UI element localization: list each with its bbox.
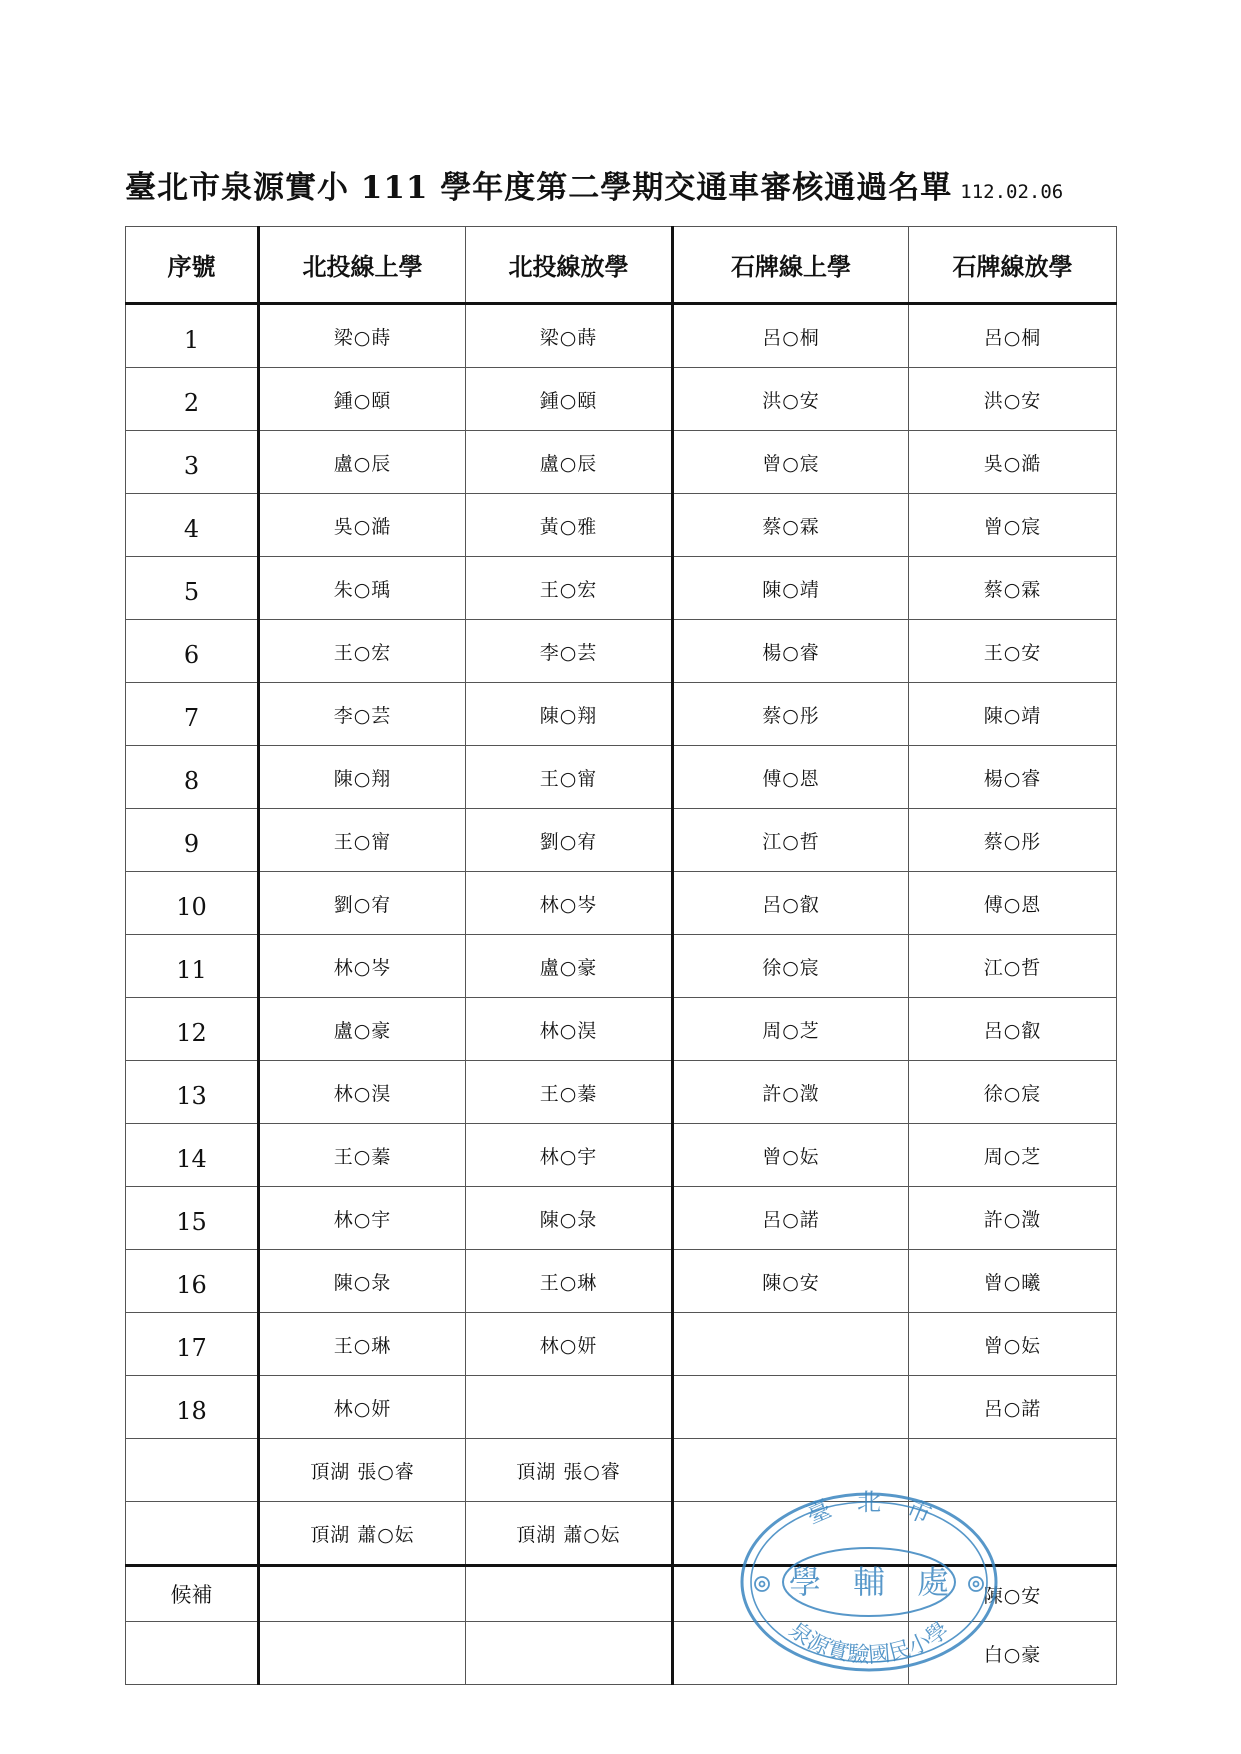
student-name-beitou-morning: 吳○澔 — [259, 494, 466, 557]
seal-top-text: 臺 北 市 — [802, 1488, 936, 1530]
student-name-beitou-afternoon — [466, 1376, 673, 1439]
row-seq-cell: 9 — [126, 809, 259, 872]
row-seq-cell: 16 — [126, 1250, 259, 1313]
table-row — [126, 620, 1117, 683]
row-seq-cell: 17 — [126, 1313, 259, 1376]
student-name-beitou-morning — [259, 1622, 466, 1685]
row-seq-cell: 8 — [126, 746, 259, 809]
student-name-beitou-afternoon — [466, 1566, 673, 1622]
student-name-shipai-afternoon: 吳○澔 — [909, 431, 1117, 494]
student-name-shipai-morning: 許○澂 — [673, 1061, 909, 1124]
student-name-beitou-morning: 陳○翔 — [259, 746, 466, 809]
student-name-beitou-afternoon: 林○淏 — [466, 998, 673, 1061]
student-name-beitou-afternoon: 盧○豪 — [466, 935, 673, 998]
student-name-beitou-afternoon: 黃○雅 — [466, 494, 673, 557]
student-name-shipai-afternoon: 呂○桐 — [909, 304, 1117, 368]
student-name-shipai-afternoon: 許○澂 — [909, 1187, 1117, 1250]
student-name-beitou-morning: 梁○蒔 — [259, 304, 466, 368]
table-row — [126, 1313, 1117, 1376]
student-name-beitou-morning: 林○淏 — [259, 1061, 466, 1124]
row-seq-cell: 10 — [126, 872, 259, 935]
row-seq-cell — [126, 1622, 259, 1685]
student-name-beitou-morning: 林○妍 — [259, 1376, 466, 1439]
student-name-shipai-morning: 呂○叡 — [673, 872, 909, 935]
col-header-shipai-afternoon: 石牌線放學 — [909, 227, 1117, 304]
student-name-shipai-afternoon: 蔡○彤 — [909, 809, 1117, 872]
student-name-beitou-afternoon: 鍾○頤 — [466, 368, 673, 431]
table-row — [126, 935, 1117, 998]
student-name-beitou-morning: 王○蓁 — [259, 1124, 466, 1187]
student-name-shipai-morning: 曾○宸 — [673, 431, 909, 494]
row-seq-cell: 12 — [126, 998, 259, 1061]
row-seq-cell — [126, 1502, 259, 1566]
school-seal — [736, 1488, 1002, 1676]
row-seq-cell: 1 — [126, 304, 259, 368]
student-name-beitou-morning: 頂湖 蕭○妘 — [259, 1502, 466, 1566]
table-row — [126, 304, 1117, 368]
student-name-beitou-afternoon: 李○芸 — [466, 620, 673, 683]
student-name-shipai-morning: 洪○安 — [673, 368, 909, 431]
row-seq-cell: 3 — [126, 431, 259, 494]
roster-body — [126, 304, 1117, 1685]
student-name-beitou-afternoon: 王○甯 — [466, 746, 673, 809]
student-name-shipai-morning: 楊○睿 — [673, 620, 909, 683]
row-seq-cell: 14 — [126, 1124, 259, 1187]
col-header-shipai-morning: 石牌線上學 — [673, 227, 909, 304]
student-name-shipai-afternoon: 曾○曦 — [909, 1250, 1117, 1313]
header-row — [126, 227, 1117, 304]
student-name-beitou-afternoon — [466, 1622, 673, 1685]
student-name-beitou-afternoon: 頂湖 張○睿 — [466, 1439, 673, 1502]
student-name-shipai-morning: 徐○宸 — [673, 935, 909, 998]
student-name-shipai-morning: 江○哲 — [673, 809, 909, 872]
table-row — [126, 431, 1117, 494]
student-name-shipai-afternoon: 白○豪 — [909, 1622, 1117, 1685]
student-name-beitou-afternoon: 梁○蒔 — [466, 304, 673, 368]
student-name-shipai-morning: 呂○諾 — [673, 1187, 909, 1250]
student-name-shipai-afternoon: 徐○宸 — [909, 1061, 1117, 1124]
student-name-shipai-afternoon: 王○安 — [909, 620, 1117, 683]
student-name-beitou-afternoon: 王○宏 — [466, 557, 673, 620]
student-name-beitou-morning: 盧○辰 — [259, 431, 466, 494]
table-row — [126, 683, 1117, 746]
student-name-beitou-morning: 朱○瑀 — [259, 557, 466, 620]
col-header-beitou-afternoon: 北投線放學 — [466, 227, 673, 304]
student-name-beitou-morning: 盧○豪 — [259, 998, 466, 1061]
roster-table — [125, 226, 1117, 1685]
seal-bottom-text: 泉源實驗國民小學 — [784, 1617, 954, 1669]
table-row — [126, 872, 1117, 935]
student-name-shipai-afternoon: 傅○恩 — [909, 872, 1117, 935]
table-row — [126, 1250, 1117, 1313]
student-name-shipai-afternoon: 呂○叡 — [909, 998, 1117, 1061]
student-name-shipai-morning: 陳○安 — [673, 1250, 909, 1313]
table-row — [126, 368, 1117, 431]
student-name-shipai-afternoon: 陳○安 — [909, 1566, 1117, 1622]
student-name-shipai-morning: 傅○恩 — [673, 746, 909, 809]
row-seq-cell: 6 — [126, 620, 259, 683]
student-name-beitou-afternoon: 陳○翔 — [466, 683, 673, 746]
student-name-shipai-afternoon: 陳○靖 — [909, 683, 1117, 746]
student-name-shipai-afternoon: 洪○安 — [909, 368, 1117, 431]
student-name-shipai-morning: 陳○靖 — [673, 557, 909, 620]
student-name-shipai-afternoon: 曾○妘 — [909, 1313, 1117, 1376]
student-name-shipai-morning: 周○芝 — [673, 998, 909, 1061]
table-row — [126, 1061, 1117, 1124]
seal-center-text: 學 輔 處 — [788, 1563, 950, 1601]
student-name-shipai-morning: 蔡○霖 — [673, 494, 909, 557]
col-header-beitou-morning: 北投線上學 — [259, 227, 466, 304]
student-name-beitou-afternoon: 王○蓁 — [466, 1061, 673, 1124]
student-name-shipai-morning — [673, 1376, 909, 1439]
table-row — [126, 998, 1117, 1061]
document-title — [125, 168, 1125, 213]
student-name-beitou-afternoon: 陳○彔 — [466, 1187, 673, 1250]
student-name-beitou-morning: 李○芸 — [259, 683, 466, 746]
row-seq-cell: 2 — [126, 368, 259, 431]
table-row — [126, 557, 1117, 620]
row-seq-cell: 5 — [126, 557, 259, 620]
student-name-beitou-afternoon: 林○岑 — [466, 872, 673, 935]
student-name-beitou-morning: 王○琳 — [259, 1313, 466, 1376]
student-name-beitou-morning: 鍾○頤 — [259, 368, 466, 431]
student-name-beitou-morning: 林○宇 — [259, 1187, 466, 1250]
table-row — [126, 494, 1117, 557]
col-header-seq: 序號 — [126, 227, 259, 304]
row-seq-cell: 4 — [126, 494, 259, 557]
student-name-beitou-afternoon: 盧○辰 — [466, 431, 673, 494]
row-seq-cell: 7 — [126, 683, 259, 746]
student-name-shipai-morning: 呂○桐 — [673, 304, 909, 368]
student-name-shipai-morning — [673, 1313, 909, 1376]
table-row — [126, 1187, 1117, 1250]
row-seq-cell: 13 — [126, 1061, 259, 1124]
row-seq-cell: 候補 — [126, 1566, 259, 1622]
student-name-shipai-afternoon: 楊○睿 — [909, 746, 1117, 809]
student-name-shipai-morning: 蔡○彤 — [673, 683, 909, 746]
title-date: 112.02.06 — [960, 181, 1064, 203]
row-seq-cell: 11 — [126, 935, 259, 998]
table-row — [126, 1124, 1117, 1187]
row-seq-cell: 15 — [126, 1187, 259, 1250]
student-name-shipai-afternoon: 曾○宸 — [909, 494, 1117, 557]
row-seq-cell — [126, 1439, 259, 1502]
student-name-beitou-morning: 頂湖 張○睿 — [259, 1439, 466, 1502]
student-name-beitou-morning: 王○宏 — [259, 620, 466, 683]
student-name-beitou-afternoon: 劉○宥 — [466, 809, 673, 872]
student-name-shipai-afternoon: 江○哲 — [909, 935, 1117, 998]
student-name-beitou-morning: 劉○宥 — [259, 872, 466, 935]
student-name-shipai-afternoon: 呂○諾 — [909, 1376, 1117, 1439]
student-name-shipai-morning: 曾○妘 — [673, 1124, 909, 1187]
row-seq-cell: 18 — [126, 1376, 259, 1439]
student-name-beitou-morning: 林○岑 — [259, 935, 466, 998]
table-row — [126, 1376, 1117, 1439]
student-name-beitou-afternoon: 王○琳 — [466, 1250, 673, 1313]
student-name-beitou-afternoon: 林○宇 — [466, 1124, 673, 1187]
title-text: 臺北市泉源實小 111 學年度第二學期交通車審核通過名單 — [125, 170, 953, 206]
student-name-beitou-morning: 王○甯 — [259, 809, 466, 872]
table-row — [126, 746, 1117, 809]
student-name-shipai-afternoon: 周○芝 — [909, 1124, 1117, 1187]
student-name-beitou-afternoon: 林○妍 — [466, 1313, 673, 1376]
student-name-beitou-morning: 陳○彔 — [259, 1250, 466, 1313]
student-name-shipai-afternoon: 蔡○霖 — [909, 557, 1117, 620]
student-name-beitou-morning — [259, 1566, 466, 1622]
student-name-beitou-afternoon: 頂湖 蕭○妘 — [466, 1502, 673, 1566]
table-row — [126, 809, 1117, 872]
